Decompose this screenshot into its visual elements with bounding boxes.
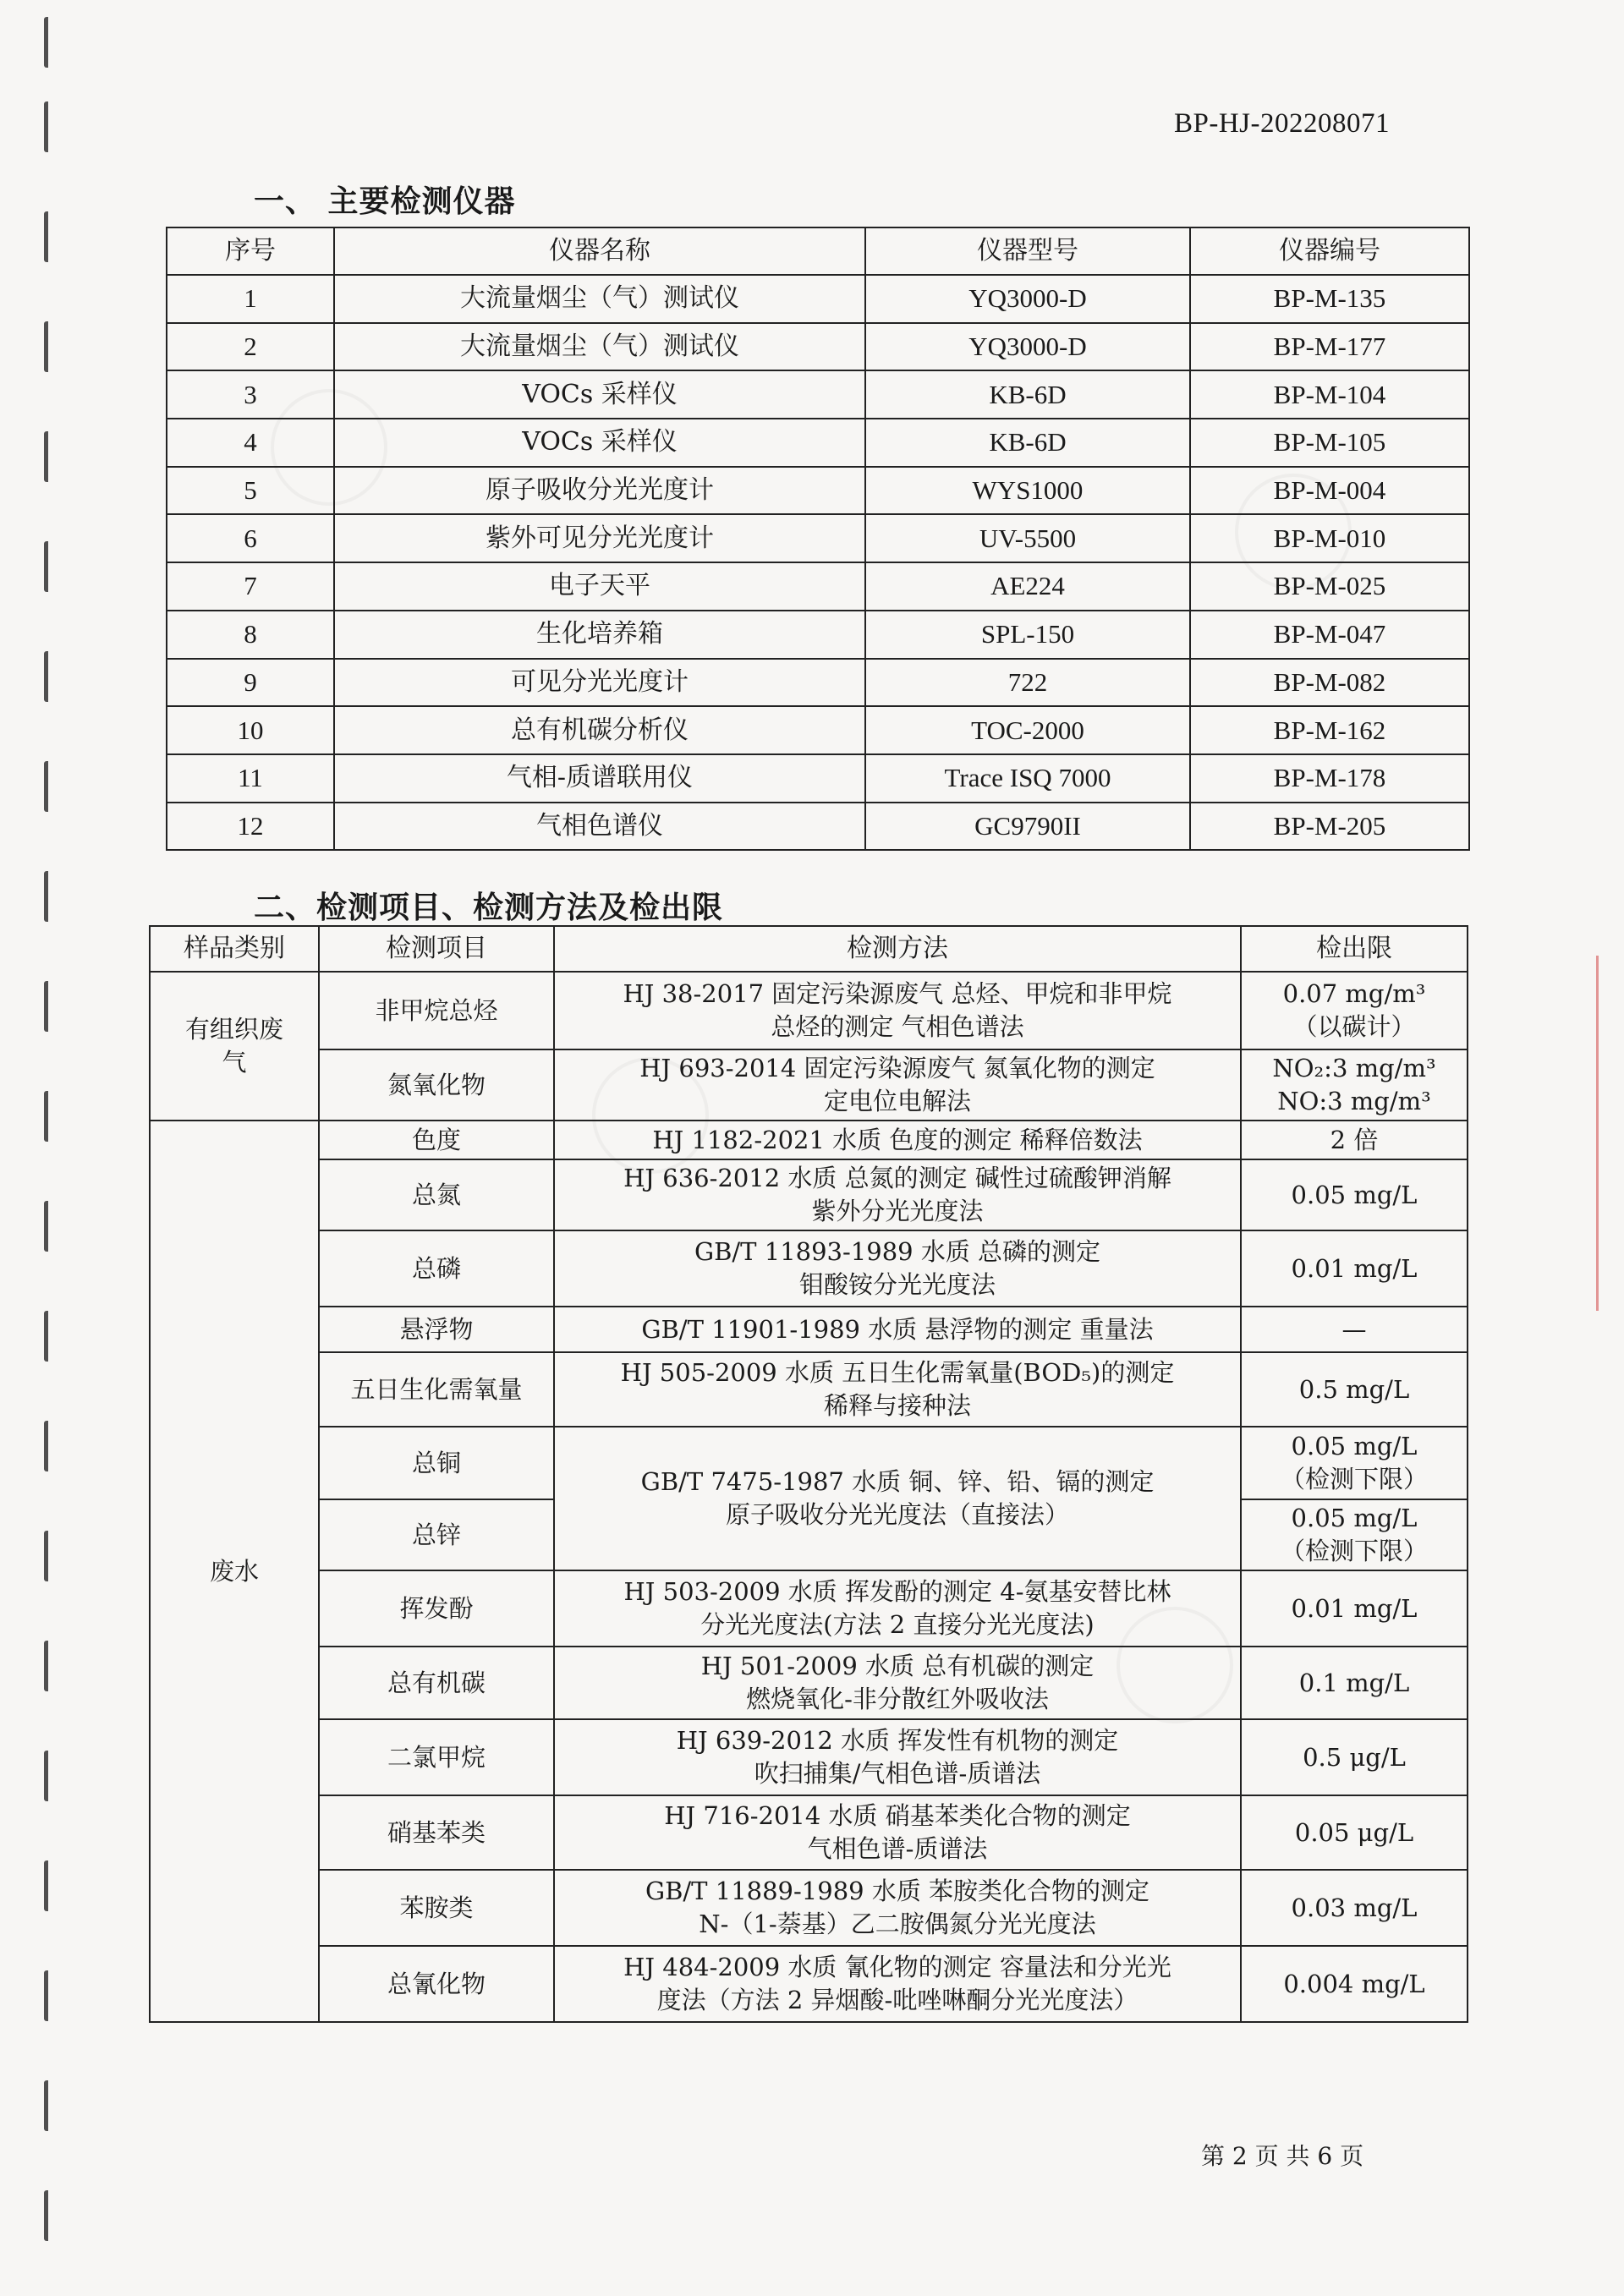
limit-line: （检测下限） — [1280, 1465, 1428, 1493]
table-row — [167, 275, 1469, 323]
table-row — [150, 1795, 1468, 1870]
cell-limit — [1241, 1946, 1468, 2022]
cell-limit — [1241, 1307, 1468, 1352]
method-line: HJ 636-2012 水质 总氮的测定 碱性过硫酸钾消解 — [623, 1164, 1171, 1192]
table-row — [167, 611, 1469, 659]
cell-limit — [1241, 972, 1468, 1049]
cell-index: 12 — [167, 803, 334, 851]
limit-line: （检测下限） — [1280, 1537, 1428, 1565]
cell-method — [554, 1946, 1241, 2022]
cell-serial: BP-M-004 — [1190, 467, 1469, 515]
method-line: 度法（方法 2 异烟酸-吡唑啉酮分光光度法） — [656, 1986, 1138, 2014]
cell-model: KB-6D — [865, 370, 1190, 419]
cell-limit — [1241, 1121, 1468, 1159]
cell-index: 11 — [167, 754, 334, 803]
method-line: HJ 503-2009 水质 挥发酚的测定 4-氨基安替比林 — [623, 1577, 1171, 1606]
limit-line: 0.004 mg/L — [1283, 1969, 1425, 1998]
cell-item: 挥发酚 — [319, 1570, 554, 1647]
cell-item: 总锌 — [319, 1499, 554, 1570]
cell-index: 4 — [167, 419, 334, 467]
cell-index: 3 — [167, 370, 334, 419]
limit-line: 2 倍 — [1330, 1125, 1379, 1154]
cell-index: 7 — [167, 562, 334, 611]
table-row — [167, 370, 1469, 419]
cell-serial: BP-M-162 — [1190, 706, 1469, 754]
table-header-row — [167, 227, 1469, 275]
column-header: 检测项目 — [319, 926, 554, 972]
cell-item: 五日生化需氧量 — [319, 1352, 554, 1427]
cell-item: 总氮 — [319, 1159, 554, 1230]
cell-model: SPL-150 — [865, 611, 1190, 659]
cell-limit — [1241, 1230, 1468, 1307]
column-header: 序号 — [167, 227, 334, 275]
cell-limit — [1241, 1719, 1468, 1795]
method-line: GB/T 11889-1989 水质 苯胺类化合物的测定 — [645, 1877, 1150, 1905]
section-title-instruments: 一、 主要检测仪器 — [254, 184, 516, 219]
table-row — [167, 514, 1469, 562]
cell-method — [554, 972, 1241, 1049]
table-row — [150, 1427, 1468, 1499]
column-header: 仪器编号 — [1190, 227, 1469, 275]
cell-item: 非甲烷总烃 — [319, 972, 554, 1049]
table-header-row — [150, 926, 1468, 972]
method-line: GB/T 7475-1987 水质 铜、锌、铅、镉的测定 — [640, 1467, 1155, 1496]
table-row — [167, 754, 1469, 803]
limit-line: 0.01 mg/L — [1291, 1253, 1418, 1283]
table-row — [150, 1870, 1468, 1946]
limit-line: — — [1341, 1314, 1367, 1344]
method-line: 原子吸收分光光度法（直接法） — [725, 1500, 1069, 1529]
table-row — [167, 323, 1469, 371]
column-header: 样品类别 — [150, 926, 319, 972]
limit-line: 0.05 mg/L — [1291, 1432, 1418, 1460]
cell-model: KB-6D — [865, 419, 1190, 467]
method-line: 紫外分光光度法 — [811, 1197, 984, 1225]
table-row — [150, 1159, 1468, 1230]
method-line: GB/T 11901-1989 水质 悬浮物的测定 重量法 — [641, 1314, 1154, 1344]
cell-method — [554, 1795, 1241, 1870]
cell-item: 氮氧化物 — [319, 1049, 554, 1121]
cell-category: 废水 — [150, 1121, 319, 2022]
cell-serial: BP-M-178 — [1190, 754, 1469, 803]
cell-limit — [1241, 1427, 1468, 1499]
table-row — [150, 1570, 1468, 1647]
table-row — [167, 803, 1469, 851]
cell-index: 1 — [167, 275, 334, 323]
cell-model: YQ3000-D — [865, 323, 1190, 371]
table-row — [150, 1946, 1468, 2022]
cell-serial: BP-M-104 — [1190, 370, 1469, 419]
cell-instrument-name: 气相色谱仪 — [334, 803, 865, 851]
cell-item: 总有机碳 — [319, 1647, 554, 1719]
cell-serial: BP-M-135 — [1190, 275, 1469, 323]
method-line: 吹扫捕集/气相色谱-质谱法 — [754, 1759, 1041, 1788]
method-line: HJ 38-2017 固定污染源废气 总烃、甲烷和非甲烷 — [623, 979, 1172, 1008]
cell-instrument-name: 大流量烟尘（气）测试仪 — [334, 275, 865, 323]
instruments-table — [166, 227, 1470, 851]
cell-limit — [1241, 1049, 1468, 1121]
limit-line: 0.03 mg/L — [1291, 1893, 1418, 1922]
cell-model: 722 — [865, 659, 1190, 707]
cell-method — [554, 1719, 1241, 1795]
table-row — [150, 1121, 1468, 1159]
cell-method — [554, 1352, 1241, 1427]
method-line: 钼酸铵分光光度法 — [798, 1270, 996, 1299]
cell-instrument-name: VOCs 采样仪 — [334, 419, 865, 467]
section-title-methods: 二、检测项目、检测方法及检出限 — [254, 890, 724, 925]
method-line: HJ 505-2009 水质 五日生化需氧量(BOD₅)的测定 — [620, 1358, 1175, 1387]
cell-index: 8 — [167, 611, 334, 659]
cell-model: Trace ISQ 7000 — [865, 754, 1190, 803]
binding-holes — [44, 0, 61, 2296]
limit-line: 0.5 μg/L — [1303, 1742, 1406, 1772]
cell-method — [554, 1870, 1241, 1946]
cell-limit — [1241, 1647, 1468, 1719]
cell-index: 6 — [167, 514, 334, 562]
table-row — [150, 1647, 1468, 1719]
cell-instrument-name: 电子天平 — [334, 562, 865, 611]
cell-method — [554, 1159, 1241, 1230]
cell-serial: BP-M-082 — [1190, 659, 1469, 707]
table-row — [150, 1049, 1468, 1121]
limit-line: 0.05 mg/L — [1291, 1180, 1418, 1209]
cell-index: 5 — [167, 467, 334, 515]
cell-serial: BP-M-205 — [1190, 803, 1469, 851]
cell-model: GC9790II — [865, 803, 1190, 851]
cell-limit — [1241, 1870, 1468, 1946]
limit-line: （以碳计） — [1292, 1012, 1416, 1041]
method-line: GB/T 11893-1989 水质 总磷的测定 — [694, 1237, 1101, 1266]
limit-line: 0.01 mg/L — [1291, 1593, 1418, 1623]
red-stamp-edge — [1596, 956, 1624, 1311]
document-number: BP-HJ-202208071 — [1174, 108, 1391, 139]
cell-instrument-name: 紫外可见分光光度计 — [334, 514, 865, 562]
cell-limit — [1241, 1352, 1468, 1427]
cell-model: AE224 — [865, 562, 1190, 611]
cell-item: 总氰化物 — [319, 1946, 554, 2022]
cell-instrument-name: 原子吸收分光光度计 — [334, 467, 865, 515]
cell-limit — [1241, 1795, 1468, 1870]
method-line: HJ 484-2009 水质 氰化物的测定 容量法和分光光 — [623, 1953, 1171, 1981]
cell-model: YQ3000-D — [865, 275, 1190, 323]
table-row — [167, 562, 1469, 611]
cell-serial: BP-M-025 — [1190, 562, 1469, 611]
cell-serial: BP-M-177 — [1190, 323, 1469, 371]
method-line: HJ 693-2014 固定污染源废气 氮氧化物的测定 — [639, 1054, 1155, 1082]
limit-line: NO:3 mg/m³ — [1277, 1087, 1431, 1115]
table-row — [150, 1719, 1468, 1795]
limit-line: 0.05 μg/L — [1294, 1817, 1414, 1847]
cell-item: 总磷 — [319, 1230, 554, 1307]
cell-item: 总铜 — [319, 1427, 554, 1499]
cell-index: 10 — [167, 706, 334, 754]
column-header: 仪器型号 — [865, 227, 1190, 275]
method-line: N-（1-萘基）乙二胺偶氮分光光度法 — [699, 1910, 1096, 1938]
table-row — [150, 1307, 1468, 1352]
cell-item: 色度 — [319, 1121, 554, 1159]
cell-model: WYS1000 — [865, 467, 1190, 515]
limit-line: 0.5 mg/L — [1298, 1374, 1410, 1404]
method-line: HJ 716-2014 水质 硝基苯类化合物的测定 — [664, 1801, 1131, 1830]
cell-instrument-name: 可见分光光度计 — [334, 659, 865, 707]
table-row — [150, 1230, 1468, 1307]
cell-item: 二氯甲烷 — [319, 1719, 554, 1795]
table-row — [167, 706, 1469, 754]
cell-method — [554, 1570, 1241, 1647]
method-line: 定电位电解法 — [823, 1087, 971, 1115]
cell-model: UV-5500 — [865, 514, 1190, 562]
cell-method — [554, 1121, 1241, 1159]
methods-table — [149, 925, 1468, 2023]
column-header: 仪器名称 — [334, 227, 865, 275]
method-line: 总烃的测定 气相色谱法 — [771, 1012, 1024, 1041]
cell-index: 9 — [167, 659, 334, 707]
column-header: 检测方法 — [554, 926, 1241, 972]
page-number: 第 2 页 共 6 页 — [1201, 2142, 1364, 2170]
limit-line: 0.1 mg/L — [1298, 1668, 1410, 1697]
method-line: 气相色谱-质谱法 — [807, 1834, 988, 1863]
cell-item: 苯胺类 — [319, 1870, 554, 1946]
table-row — [150, 1352, 1468, 1427]
cell-limit — [1241, 1159, 1468, 1230]
cell-instrument-name: VOCs 采样仪 — [334, 370, 865, 419]
cell-method — [554, 1230, 1241, 1307]
cell-item: 硝基苯类 — [319, 1795, 554, 1870]
cell-method — [554, 1307, 1241, 1352]
cell-serial: BP-M-047 — [1190, 611, 1469, 659]
column-header: 检出限 — [1241, 926, 1468, 972]
cell-instrument-name: 大流量烟尘（气）测试仪 — [334, 323, 865, 371]
cell-instrument-name: 总有机碳分析仪 — [334, 706, 865, 754]
method-line: HJ 1182-2021 水质 色度的测定 稀释倍数法 — [652, 1125, 1143, 1154]
method-line: HJ 501-2009 水质 总有机碳的测定 — [700, 1652, 1095, 1680]
limit-line: 0.05 mg/L — [1291, 1504, 1418, 1532]
cell-serial: BP-M-010 — [1190, 514, 1469, 562]
cell-limit — [1241, 1570, 1468, 1647]
limit-line: NO₂:3 mg/m³ — [1272, 1054, 1436, 1082]
limit-line: 0.07 mg/m³ — [1282, 979, 1426, 1008]
cell-index: 2 — [167, 323, 334, 371]
cell-method — [554, 1647, 1241, 1719]
table-row — [167, 467, 1469, 515]
method-line: 稀释与接种法 — [823, 1391, 971, 1420]
cell-model: TOC-2000 — [865, 706, 1190, 754]
method-line: 分光光度法(方法 2 直接分光光度法) — [700, 1610, 1095, 1639]
table-row — [167, 659, 1469, 707]
cell-instrument-name: 气相-质谱联用仪 — [334, 754, 865, 803]
cell-method — [554, 1427, 1241, 1570]
cell-method — [554, 1049, 1241, 1121]
method-line: 燃烧氧化-非分散红外吸收法 — [746, 1685, 1049, 1713]
table-row — [167, 419, 1469, 467]
cell-instrument-name: 生化培养箱 — [334, 611, 865, 659]
cell-limit — [1241, 1499, 1468, 1570]
cell-item: 悬浮物 — [319, 1307, 554, 1352]
cell-serial: BP-M-105 — [1190, 419, 1469, 467]
cell-category: 有组织废气 — [150, 972, 319, 1121]
table-row — [150, 972, 1468, 1049]
method-line: HJ 639-2012 水质 挥发性有机物的测定 — [676, 1726, 1119, 1755]
